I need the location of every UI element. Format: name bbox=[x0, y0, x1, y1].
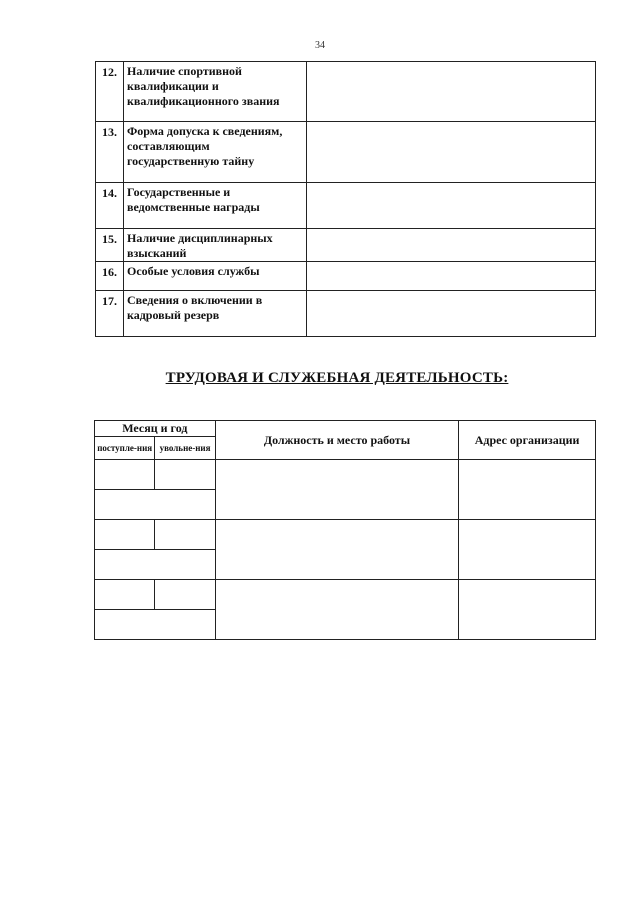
row-value-field[interactable] bbox=[307, 183, 596, 229]
table-row bbox=[96, 229, 596, 262]
table-row bbox=[95, 460, 596, 490]
row-label: Наличие спортивной квалификации и квалификационного звания bbox=[124, 62, 307, 122]
hired-date-field[interactable] bbox=[95, 520, 155, 550]
row-value-field[interactable] bbox=[307, 122, 596, 183]
row-label: Особые условия службы bbox=[124, 262, 307, 291]
table-row bbox=[96, 262, 596, 291]
row-label: Сведения о включении в кадровый резерв bbox=[124, 291, 307, 337]
table-row bbox=[96, 62, 596, 122]
row-value-field[interactable] bbox=[307, 229, 596, 262]
month-year-header: Месяц и год bbox=[95, 421, 216, 437]
dismissed-date-field[interactable] bbox=[155, 520, 215, 550]
row-label: Форма допуска к сведениям, составляющим государственную тайну bbox=[124, 122, 307, 183]
address-header: Адрес организации bbox=[459, 421, 596, 460]
position-field[interactable] bbox=[215, 580, 458, 640]
table-row bbox=[96, 183, 596, 229]
row-number: 15. bbox=[96, 229, 124, 262]
row-number: 13. bbox=[96, 122, 124, 183]
table-row bbox=[95, 580, 596, 610]
row-number: 14. bbox=[96, 183, 124, 229]
row-label: Наличие дисциплинарных взысканий bbox=[124, 229, 307, 262]
dismissed-date-field[interactable] bbox=[155, 580, 215, 610]
dismissed-date-field[interactable] bbox=[155, 460, 215, 490]
hired-header: поступле-ния bbox=[95, 437, 155, 460]
row-value-field[interactable] bbox=[307, 262, 596, 291]
personal-info-table bbox=[95, 61, 596, 337]
employment-history-table bbox=[94, 420, 596, 640]
row-number: 17. bbox=[96, 291, 124, 337]
table-row bbox=[95, 520, 596, 550]
address-field[interactable] bbox=[459, 460, 596, 520]
row-number: 12. bbox=[96, 62, 124, 122]
table-row bbox=[96, 122, 596, 183]
section-heading: ТРУДОВАЯ И СЛУЖЕБНАЯ ДЕЯТЕЛЬНОСТЬ: bbox=[165, 370, 509, 386]
address-field[interactable] bbox=[459, 520, 596, 580]
row-value-field[interactable] bbox=[307, 291, 596, 337]
address-field[interactable] bbox=[459, 580, 596, 640]
position-field[interactable] bbox=[215, 520, 458, 580]
date-note-field[interactable] bbox=[95, 490, 216, 520]
date-note-field[interactable] bbox=[95, 610, 216, 640]
row-value-field[interactable] bbox=[307, 62, 596, 122]
position-header: Должность и место работы bbox=[215, 421, 458, 460]
page-number: 34 bbox=[315, 40, 325, 51]
date-note-field[interactable] bbox=[95, 550, 216, 580]
dismissed-header: увольне-ния bbox=[155, 437, 215, 460]
row-label: Государственные и ведомственные награды bbox=[124, 183, 307, 229]
row-number: 16. bbox=[96, 262, 124, 291]
table-row bbox=[96, 291, 596, 337]
hired-date-field[interactable] bbox=[95, 580, 155, 610]
hired-date-field[interactable] bbox=[95, 460, 155, 490]
position-field[interactable] bbox=[215, 460, 458, 520]
